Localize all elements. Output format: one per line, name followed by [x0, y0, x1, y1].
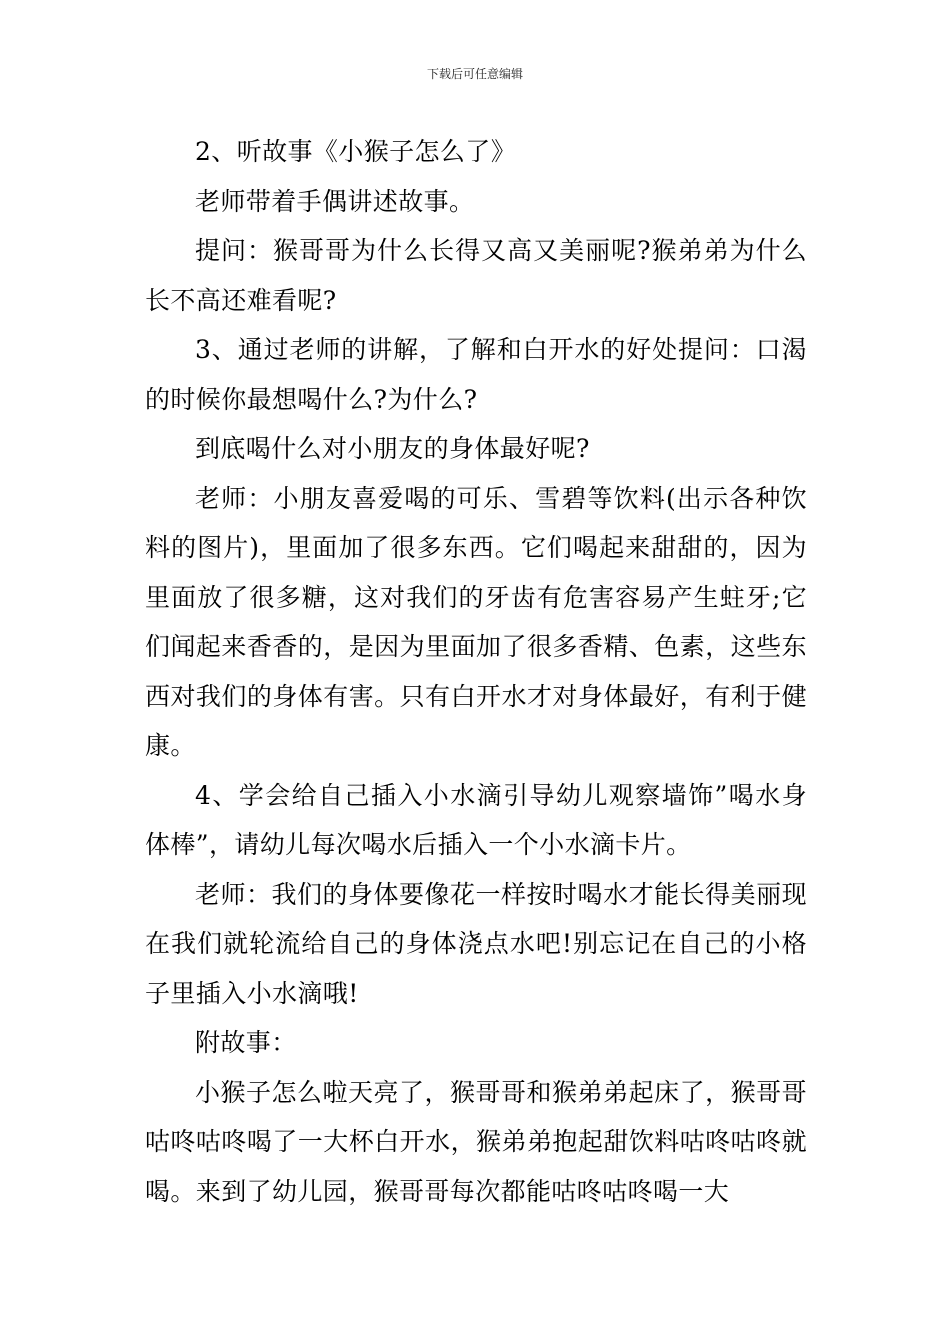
- paragraph-what-to-drink: 到底喝什么对小朋友的身体最好呢?: [195, 434, 590, 463]
- paragraph-appendix-label: 附故事：: [195, 1028, 297, 1057]
- paragraph-story-text: 小猴子怎么啦天亮了，猴哥哥和猴弟弟起床了，猴哥哥咕咚咕咚喝了一大杯白开水，猴弟弟抱起甜饮料咕咚咕咚就喝。来到了幼儿园，猴哥哥每次都能咕咚咕咚喝一大: [145, 1077, 807, 1206]
- paragraph-water-drop-activity: 4、学会给自己插入小水滴引导幼儿观察墙饰”喝水身体棒”，请幼儿每次喝水后插入一个小水滴卡片。: [145, 780, 807, 859]
- paragraph-teacher-puppet: 老师带着手偶讲述故事。: [195, 186, 475, 216]
- paragraph-question: 提问：猴哥哥为什么长得又高又美丽呢?猴弟弟为什么长不高还难看呢?: [145, 236, 807, 315]
- paragraph-story-title: 2、听故事《小猴子怎么了》: [195, 137, 517, 166]
- paragraph-teacher-closing: 老师：我们的身体要像花一样按时喝水才能长得美丽现在我们就轮流给自己的身体浇点水吧!别忘记在自己的小格子里插入小水滴哦!: [145, 879, 807, 1008]
- paragraph-water-benefits: 3、通过老师的讲解，了解和白开水的好处提问：口渴的时候你最想喝什么?为什么?: [145, 335, 807, 414]
- document-body: [145, 127, 807, 1216]
- page-header: 下载后可任意编辑: [426, 67, 523, 81]
- paragraph-teacher-explanation: 老师：小朋友喜爱喝的可乐、雪碧等饮料(出示各种饮料的图片)，里面加了很多东西。它们喝起来甜甜的，因为里面放了很多糖，这对我们的牙齿有危害容易产生蛀牙;它们闻起来香香的，是因为里面加了很多香精、色素，这些东西对我们的身体有害。只有白开水才对身体最好，有利于健康。: [145, 483, 807, 760]
